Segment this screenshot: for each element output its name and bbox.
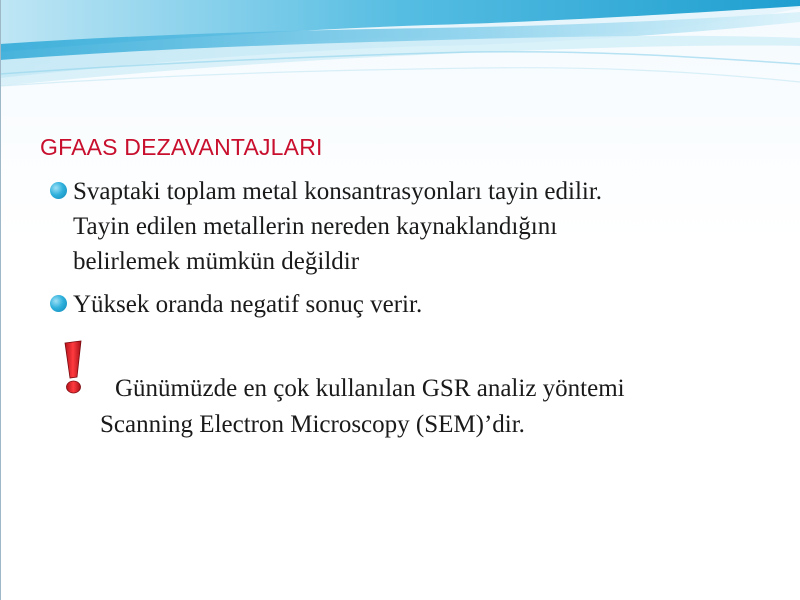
note-line-1: Günümüzde en çok kullanılan GSR analiz yöntemi [115, 375, 625, 402]
bullet-dot-icon [50, 295, 67, 312]
bullet-dot-icon [50, 182, 67, 199]
exclamation-icon [46, 337, 104, 399]
slide-left-border [0, 0, 1, 600]
note-text [100, 371, 625, 443]
slide-title: GFAAS DEZAVANTAJLARI [40, 134, 323, 160]
bullet-1-line-1: Svaptaki toplam metal konsantrasyonları tayin edilir. [73, 178, 603, 205]
header-wave-decoration [0, 0, 800, 110]
bullet-1-line-2: Tayin edilen metallerin nereden kaynaklandığını [73, 213, 558, 240]
bullet-item-1 [48, 174, 602, 279]
bullet-item-2 [48, 287, 422, 322]
bullet-1-line-3: belirlemek mümkün değildir [73, 248, 360, 275]
note-line-2: Scanning Electron Microscopy (SEM)’dir. [100, 411, 525, 438]
bullet-2-line-1: Yüksek oranda negatif sonuç verir. [73, 291, 423, 318]
